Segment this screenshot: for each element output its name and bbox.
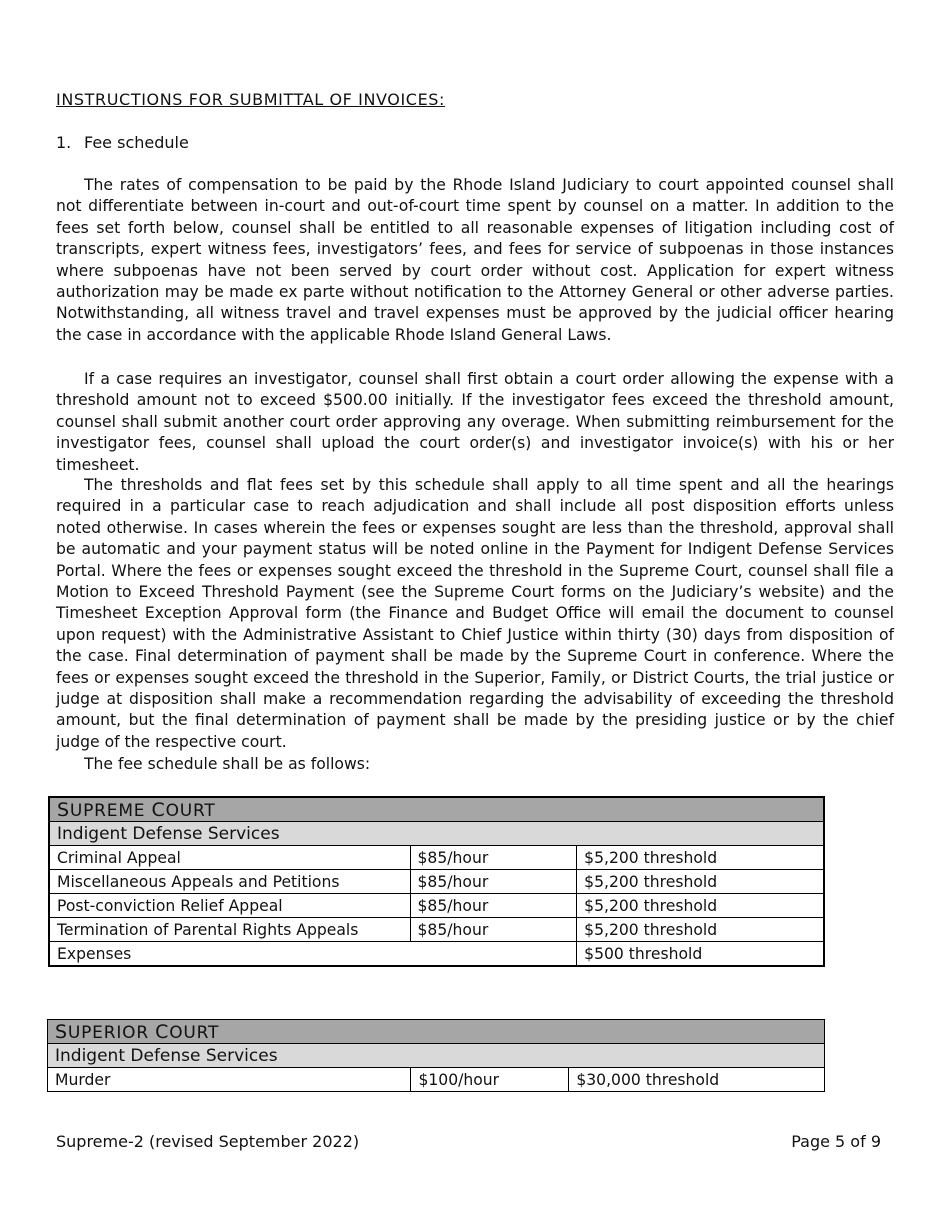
paragraph-compensation: The rates of compensation to be paid by the Rhode Island Judiciary to court appointed counsel shall not differentiate between in-court and out-of-court time spent by counsel on a matter. In addition to the fees set forth below, counsel shall be entitled to all reasonable expenses of litigation including cost of transcripts, expert witness fees, investigators’ fees, and fees for service of subpoenas in those instances where subpoenas have not been served by court order without cost. Application for expert witness authorization may be made ex parte without notification to the Attorney General or other adverse parties. Notwithstanding, all witness travel and travel expenses must be approved by the judicial officer hearing the case in accordance with the applicable Rhode Island General Laws. <box>56 176 894 344</box>
service-cell: Murder <box>48 1068 411 1092</box>
expenses-row <box>49 942 824 967</box>
service-cell: Miscellaneous Appeals and Petitions <box>49 870 410 894</box>
service-cell: Criminal Appeal <box>49 846 410 870</box>
expenses-threshold: $500 threshold <box>577 942 824 967</box>
threshold-cell: $5,200 threshold <box>577 870 824 894</box>
threshold-cell: $5,200 threshold <box>577 894 824 918</box>
threshold-cell: $5,200 threshold <box>577 918 824 942</box>
superior-court-title: SUPERIOR COURT <box>48 1020 825 1044</box>
expenses-label: Expenses <box>49 942 577 967</box>
list-label: Fee schedule <box>84 133 189 152</box>
service-cell: Termination of Parental Rights Appeals <box>49 918 410 942</box>
footer-page-number: Page 5 of 9 <box>791 1132 881 1151</box>
footer-form-id: Supreme-2 (revised September 2022) <box>56 1132 360 1151</box>
paragraph-fee-schedule-intro: The fee schedule shall be as follows: <box>84 755 371 773</box>
instructions-heading: INSTRUCTIONS FOR SUBMITTAL OF INVOICES: <box>56 90 446 109</box>
rate-cell: $85/hour <box>410 894 577 918</box>
supreme-court-subtitle-row <box>49 822 824 846</box>
rate-cell: $85/hour <box>410 918 577 942</box>
table-row <box>49 846 824 870</box>
superior-court-subtitle: Indigent Defense Services <box>48 1044 825 1068</box>
list-number: 1. <box>56 133 72 152</box>
rate-cell: $85/hour <box>410 870 577 894</box>
threshold-cell: $5,200 threshold <box>577 846 824 870</box>
superior-court-header-row <box>48 1020 825 1044</box>
superior-court-subtitle-row <box>48 1044 825 1068</box>
table-row <box>48 1068 825 1092</box>
superior-court-fee-table <box>47 1019 825 1092</box>
table-row <box>49 894 824 918</box>
fee-schedule-list-item <box>56 133 189 152</box>
rate-cell: $85/hour <box>410 846 577 870</box>
paragraph-investigator: If a case requires an investigator, counsel shall first obtain a court order allowing the expense with a threshold amount not to exceed $500.00 initially. If the investigator fees exceed the threshold amount, counsel shall submit another court order approving any overage. When submitting reimbursement for the investigator fees, counsel shall upload the court order(s) and investigator invoice(s) with his or her timesheet. <box>56 370 894 474</box>
supreme-court-fee-table <box>48 796 825 967</box>
supreme-court-title: SUPREME COURT <box>49 797 824 822</box>
supreme-court-header-row <box>49 797 824 822</box>
threshold-cell: $30,000 threshold <box>569 1068 825 1092</box>
table-row <box>49 870 824 894</box>
supreme-court-subtitle: Indigent Defense Services <box>49 822 824 846</box>
paragraph-thresholds: The thresholds and flat fees set by this schedule shall apply to all time spent and all the hearings required in a particular case to reach adjudication and shall include all post disposition efforts unless noted otherwise. In cases wherein the fees or expenses sought are less than the threshold, approval shall be automatic and your payment status will be noted online in the Payment for Indigent Defense Services Portal. Where the fees or expenses sought exceed the threshold in the Supreme Court, counsel shall file a Motion to Exceed Threshold Payment (see the Supreme Court forms on the Judiciary’s website) and the Timesheet Exception Approval form (the Finance and Budget Office will email the document to counsel upon request) with the Administrative Assistant to Chief Justice within thirty (30) days from disposition of the case. Final determination of payment shall be made by the Supreme Court in conference. Where the fees or expenses sought exceed the threshold in the Superior, Family, or District Courts, the trial justice or judge at disposition shall make a recommendation regarding the advisability of exceeding the threshold amount, but the final determination of payment shall be made by the presiding justice or by the chief judge of the respective court. <box>56 476 894 751</box>
rate-cell: $100/hour <box>411 1068 569 1092</box>
table-row <box>49 918 824 942</box>
service-cell: Post-conviction Relief Appeal <box>49 894 410 918</box>
